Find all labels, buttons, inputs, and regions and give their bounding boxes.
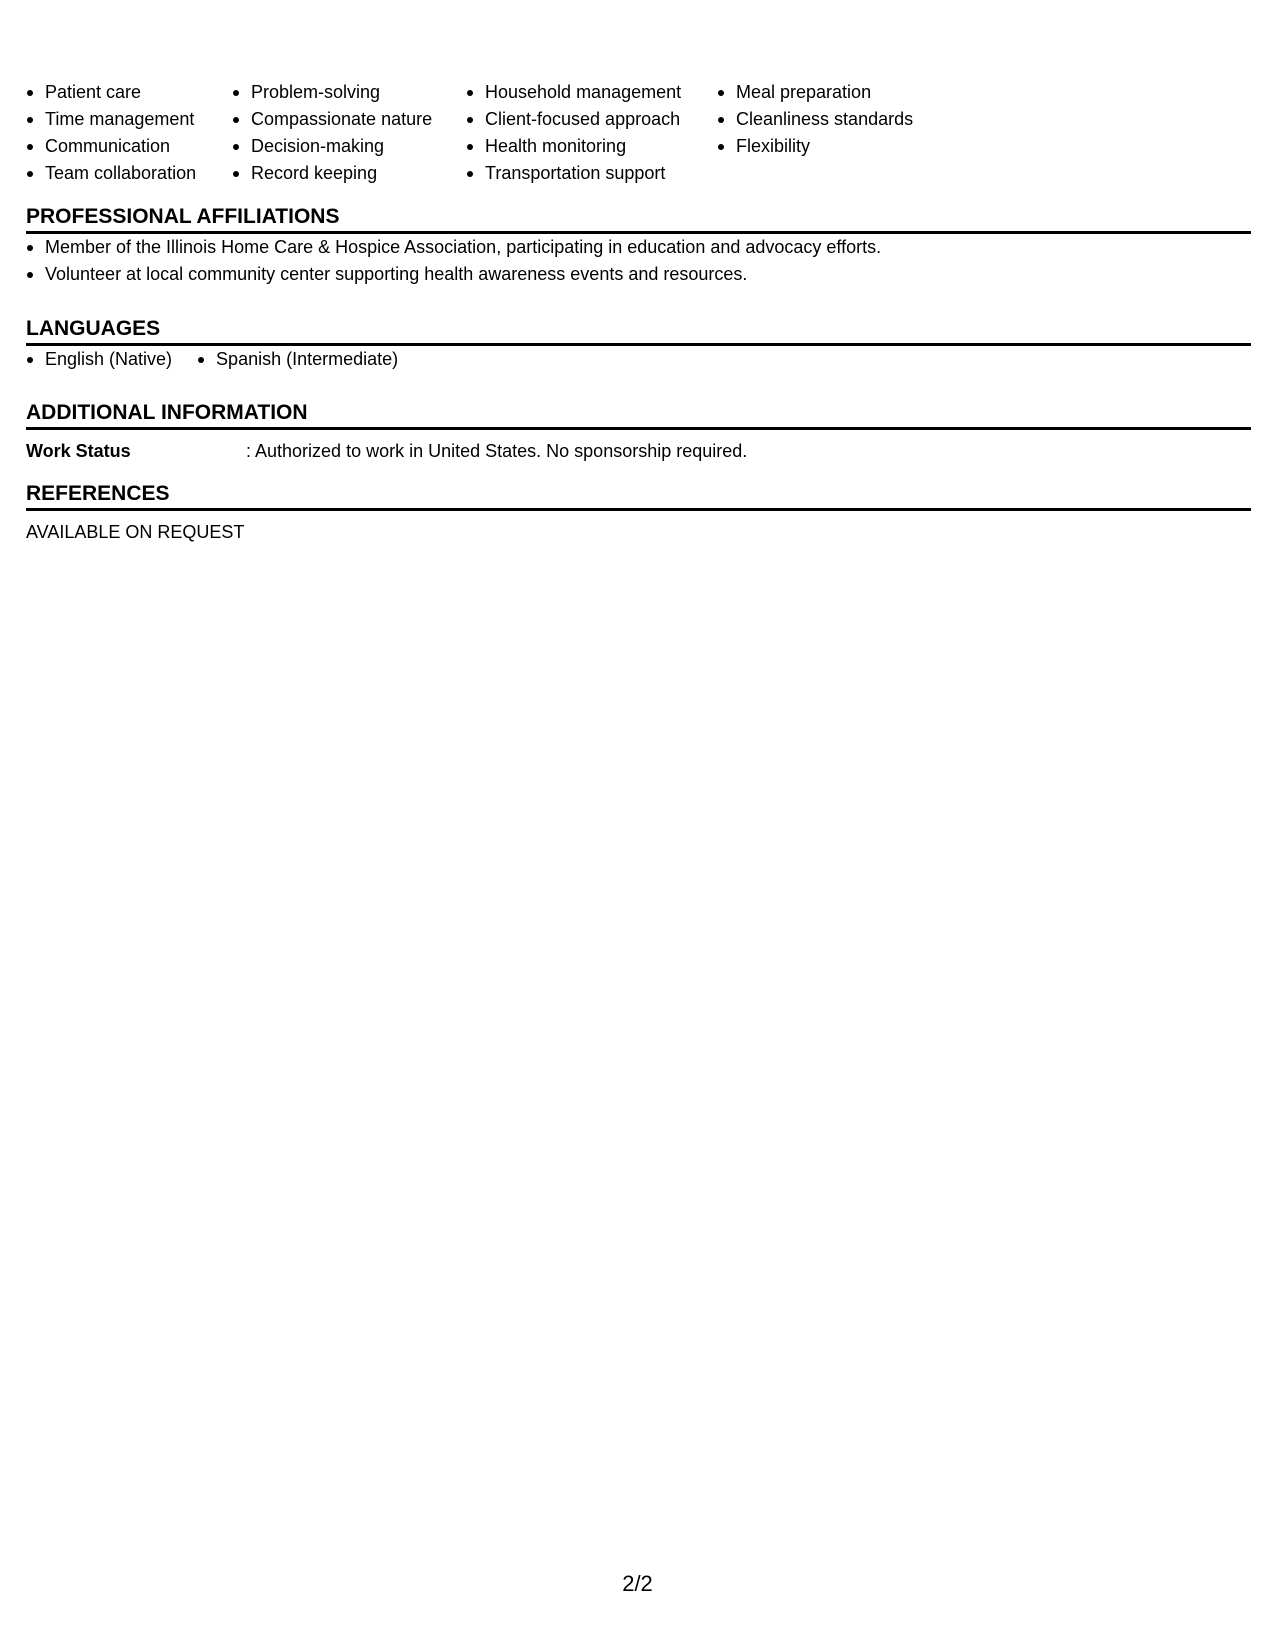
additional-info-section <box>26 400 1251 465</box>
skill-item: Record keeping <box>232 160 466 187</box>
language-item: English (Native) <box>26 346 172 373</box>
skill-item: Meal preparation <box>717 79 947 106</box>
skill-item: Cleanliness standards <box>717 106 947 133</box>
section-heading: REFERENCES <box>26 481 1251 511</box>
section-heading: LANGUAGES <box>26 316 1251 346</box>
skills-column-2 <box>232 79 466 187</box>
section-heading: ADDITIONAL INFORMATION <box>26 400 1251 430</box>
skill-item: Flexibility <box>717 133 947 160</box>
skill-item: Time management <box>26 106 232 133</box>
affiliations-list <box>26 234 1251 288</box>
skills-column-1 <box>26 79 232 187</box>
work-status-value: : Authorized to work in United States. No sponsorship required. <box>246 441 748 461</box>
skills-column-4 <box>717 79 947 187</box>
work-status-label: Work Status <box>26 441 131 461</box>
languages-section <box>26 316 1251 373</box>
skill-item: Patient care <box>26 79 232 106</box>
skill-item: Transportation support <box>466 160 717 187</box>
section-heading: PROFESSIONAL AFFILIATIONS <box>26 204 1251 234</box>
page-number: 2/2 <box>622 1571 653 1596</box>
skill-item: Client-focused approach <box>466 106 717 133</box>
skills-list <box>26 79 947 187</box>
affiliations-section <box>26 204 1251 288</box>
list-item: Volunteer at local community center supporting health awareness events and resources. <box>26 261 1251 288</box>
skill-item: Household management <box>466 79 717 106</box>
skill-item: Decision-making <box>232 133 466 160</box>
languages-list <box>26 346 1251 373</box>
list-item: Member of the Illinois Home Care & Hospice Association, participating in education and advocacy efforts. <box>26 234 1251 261</box>
skill-item: Communication <box>26 133 232 160</box>
skill-item: Health monitoring <box>466 133 717 160</box>
skills-column-3 <box>466 79 717 187</box>
references-section <box>26 481 1251 546</box>
work-status-row <box>26 438 1251 465</box>
skill-item: Compassionate nature <box>232 106 466 133</box>
references-text: AVAILABLE ON REQUEST <box>26 522 245 542</box>
language-item: Spanish (Intermediate) <box>197 346 398 373</box>
skill-item: Team collaboration <box>26 160 232 187</box>
skill-item: Problem-solving <box>232 79 466 106</box>
